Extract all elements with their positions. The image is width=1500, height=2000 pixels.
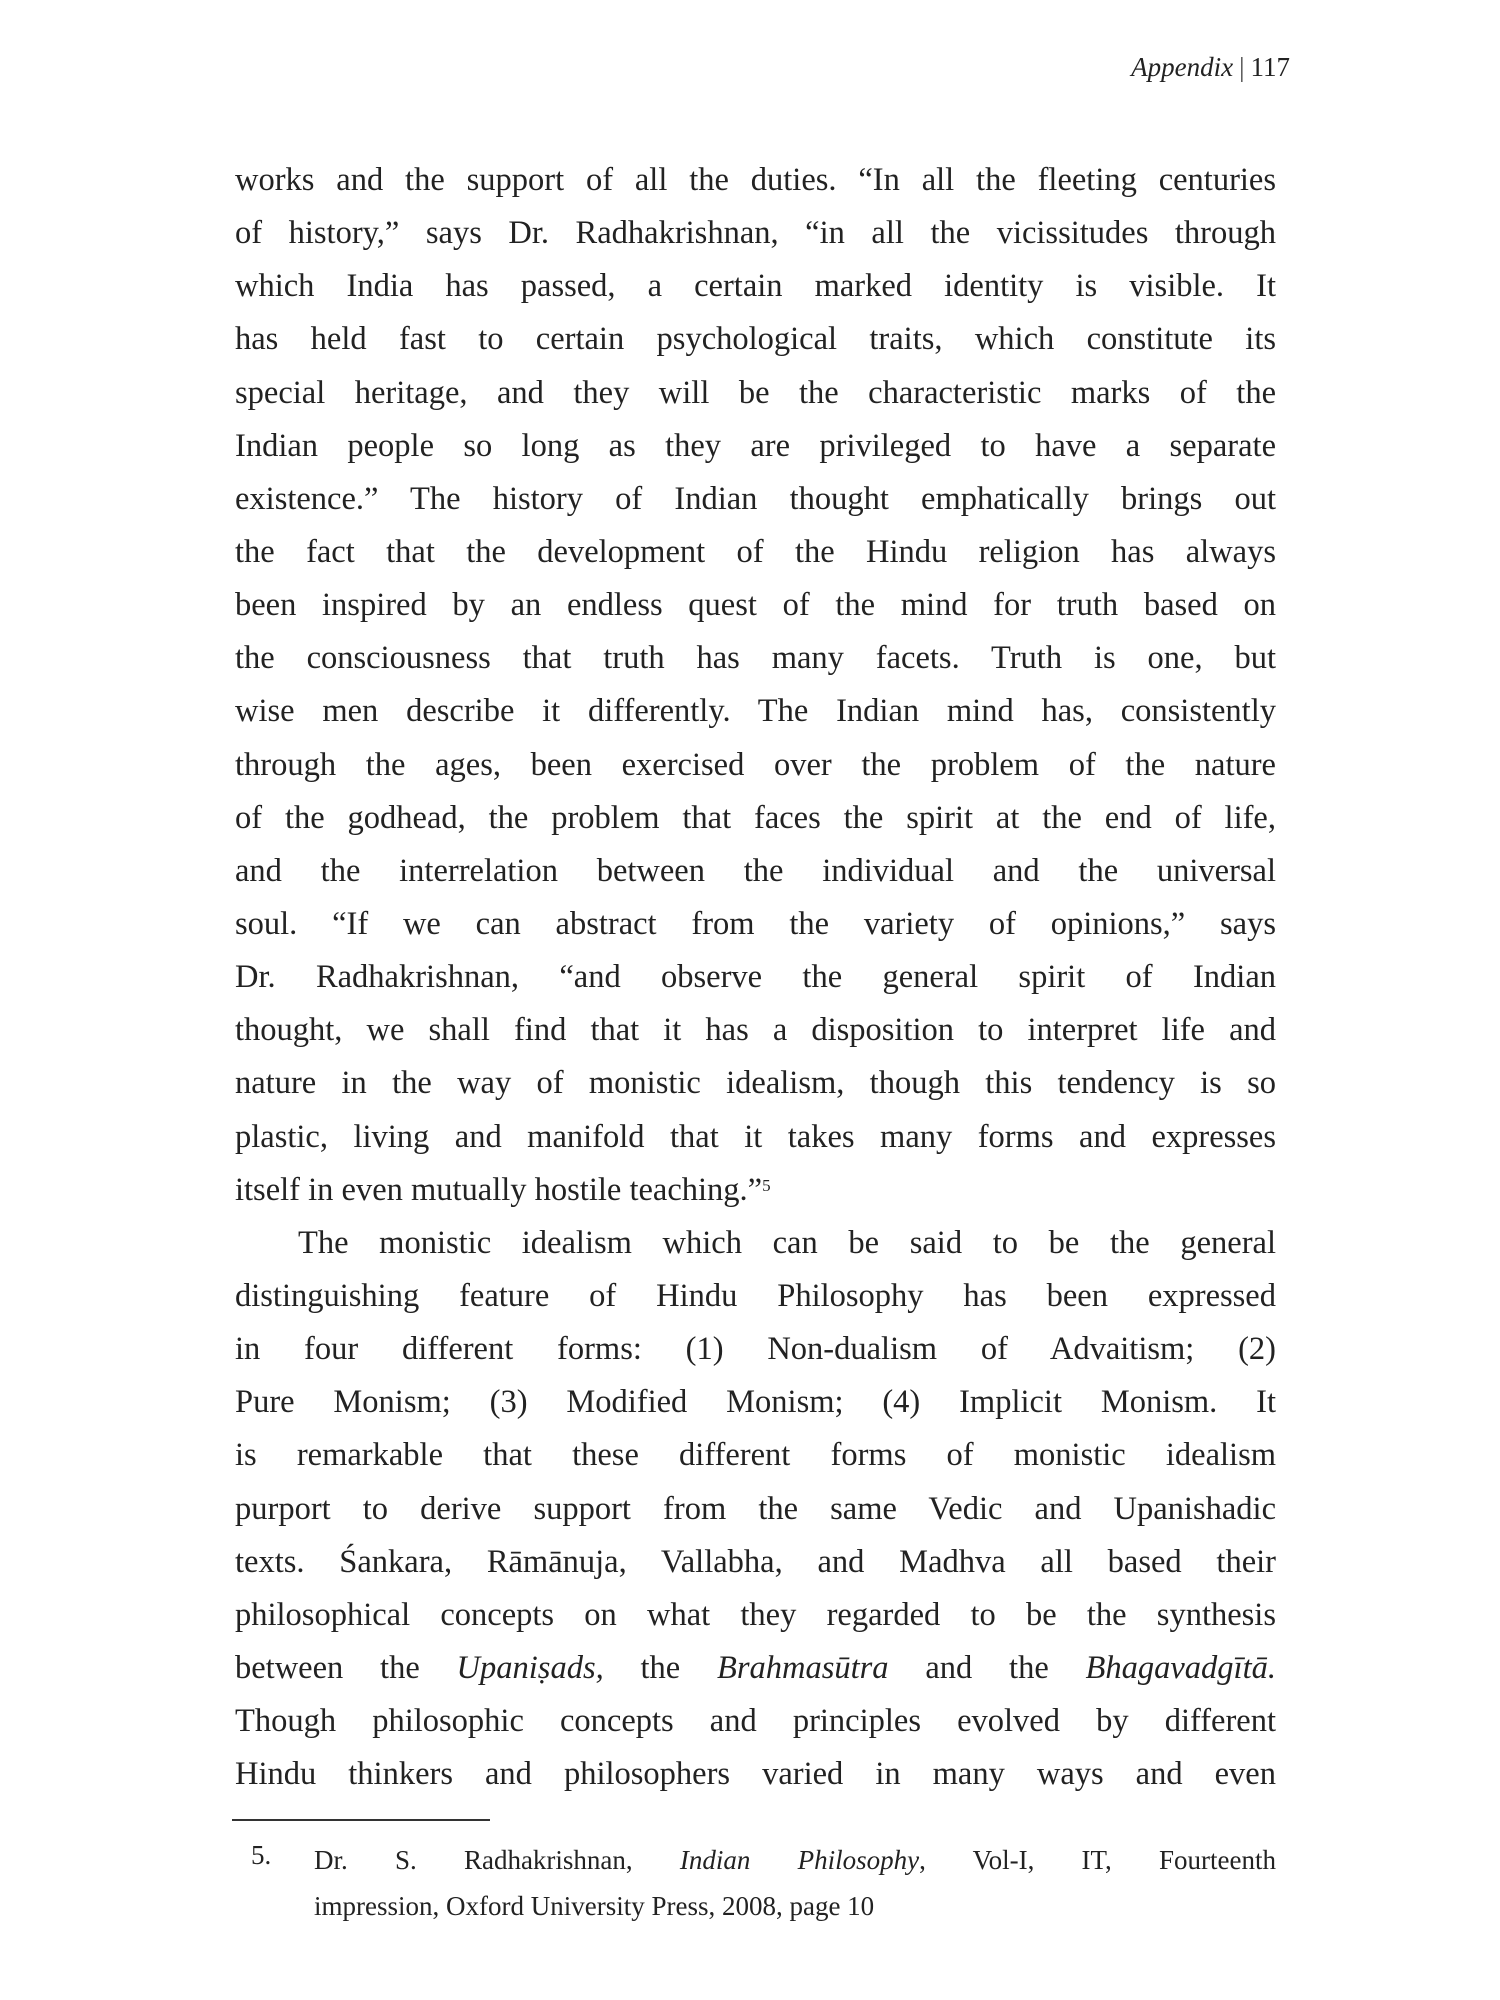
italic-title: Brahmasūtra [717, 1649, 889, 1686]
text-line [235, 902, 1276, 955]
text-run: in four different forms: (1) Non-dualism of Advaitism; (2) [235, 1331, 1276, 1368]
text-line [235, 424, 1276, 477]
text-line [235, 264, 1276, 317]
italic-title: Indian Philosophy [679, 1845, 920, 1875]
text-line [235, 1593, 1276, 1646]
text-line [235, 1540, 1276, 1593]
text-line [235, 1221, 1276, 1274]
text-line [235, 1433, 1276, 1486]
text-line [235, 530, 1276, 583]
text-run: purport to derive support from the same Vedic and Upanishadic [235, 1490, 1276, 1527]
text-line [235, 743, 1276, 796]
text-run: Though philosophic concepts and principles evolved by different [235, 1703, 1276, 1740]
text-run: the fact that the development of the Hindu religion has always [235, 533, 1276, 570]
text-line [235, 689, 1276, 742]
text-run: which India has passed, a certain marked identity is visible. It [235, 268, 1276, 305]
text-line [235, 1115, 1276, 1168]
text-line [235, 1008, 1276, 1061]
body-text [235, 158, 1276, 1805]
text-run: philosophical concepts on what they regarded to be the synthesis [235, 1596, 1276, 1633]
text-run: is remarkable that these different forms of monistic idealism [235, 1437, 1276, 1474]
text-run: impression, Oxford University Press, 2008, page 10 [314, 1891, 875, 1921]
text-run: between the [235, 1649, 457, 1686]
text-run: of history,” says Dr. Radhakrishnan, “in all the vicissitudes through [235, 215, 1276, 252]
text-run: nature in the way of monistic idealism, though this tendency is so [235, 1065, 1276, 1102]
text-line [235, 211, 1276, 264]
text-run: The monistic idealism which can be said to be the general [298, 1224, 1276, 1261]
text-run: Hindu thinkers and philosophers varied in many ways and even [235, 1756, 1276, 1793]
footnote-reference: 5 [762, 1175, 771, 1195]
footnote [251, 1840, 1276, 1932]
text-line [235, 1699, 1276, 1752]
text-run: plastic, living and manifold that it takes many forms and expresses [235, 1118, 1276, 1155]
text-line [235, 1274, 1276, 1327]
text-line [235, 636, 1276, 689]
italic-title: Bhagavadgītā. [1085, 1649, 1276, 1686]
text-line [235, 849, 1276, 902]
text-line [235, 477, 1276, 530]
page-number: 117 [1250, 52, 1290, 82]
text-run: Indian people so long as they are privileged to have a separate [235, 427, 1276, 464]
text-line [235, 1380, 1276, 1433]
text-run: thought, we shall find that it has a disposition to interpret life and [235, 1012, 1276, 1049]
text-run: through the ages, been exercised over the problem of the nature [235, 746, 1276, 783]
section-title: Appendix [1131, 52, 1234, 82]
text-line [235, 796, 1276, 849]
text-run: Dr. Radhakrishnan, “and observe the general spirit of Indian [235, 959, 1276, 996]
text-run: distinguishing feature of Hindu Philosophy has been expressed [235, 1277, 1276, 1314]
text-line [235, 1061, 1276, 1114]
text-run: has held fast to certain psychological traits, which constitute its [235, 321, 1276, 358]
text-run: itself in even mutually hostile teaching.” [235, 1171, 763, 1208]
text-run: Dr. S. Radhakrishnan, [314, 1845, 680, 1875]
text-run: Pure Monism; (3) Modified Monism; (4) Implicit Monism. It [235, 1384, 1276, 1421]
text-run: the consciousness that truth has many facets. Truth is one, but [235, 640, 1276, 677]
text-line [235, 371, 1276, 424]
footnote-divider [232, 1819, 490, 1821]
text-run: special heritage, and they will be the characteristic marks of the [235, 374, 1276, 411]
text-line [235, 583, 1276, 636]
text-run: works and the support of all the duties. “In all the fleeting centuries [235, 162, 1276, 198]
italic-title: Upaniṣads, [456, 1649, 604, 1686]
text-line [235, 1327, 1276, 1380]
text-line [235, 1487, 1276, 1540]
text-run: and the interrelation between the individual and the universal [235, 852, 1276, 889]
text-run: and the [888, 1649, 1086, 1686]
text-run: soul. “If we can abstract from the variety of opinions,” says [235, 905, 1276, 942]
text-run: the [603, 1649, 717, 1686]
running-header [1100, 52, 1290, 83]
text-run: existence.” The history of Indian thought emphatically brings out [235, 480, 1276, 517]
text-run: texts. Śankara, Rāmānuja, Vallabha, and Madhva all based their [235, 1543, 1276, 1580]
text-line [235, 955, 1276, 1008]
text-line [235, 1646, 1276, 1699]
text-line [235, 317, 1276, 370]
footnote-number: 5. [251, 1840, 272, 1870]
text-run: , Vol-I, IT, Fourteenth [919, 1845, 1276, 1875]
footnote-line [314, 1840, 1276, 1886]
text-line [235, 1752, 1276, 1805]
text-run: been inspired by an endless quest of the mind for truth based on [235, 587, 1276, 624]
text-line [235, 1168, 1276, 1221]
footnote-line [314, 1886, 1276, 1932]
text-run: wise men describe it differently. The Indian mind has, consistently [235, 693, 1276, 730]
header-separator: | [1239, 52, 1245, 82]
text-run: of the godhead, the problem that faces the spirit at the end of life, [235, 799, 1276, 836]
text-line [235, 158, 1276, 211]
